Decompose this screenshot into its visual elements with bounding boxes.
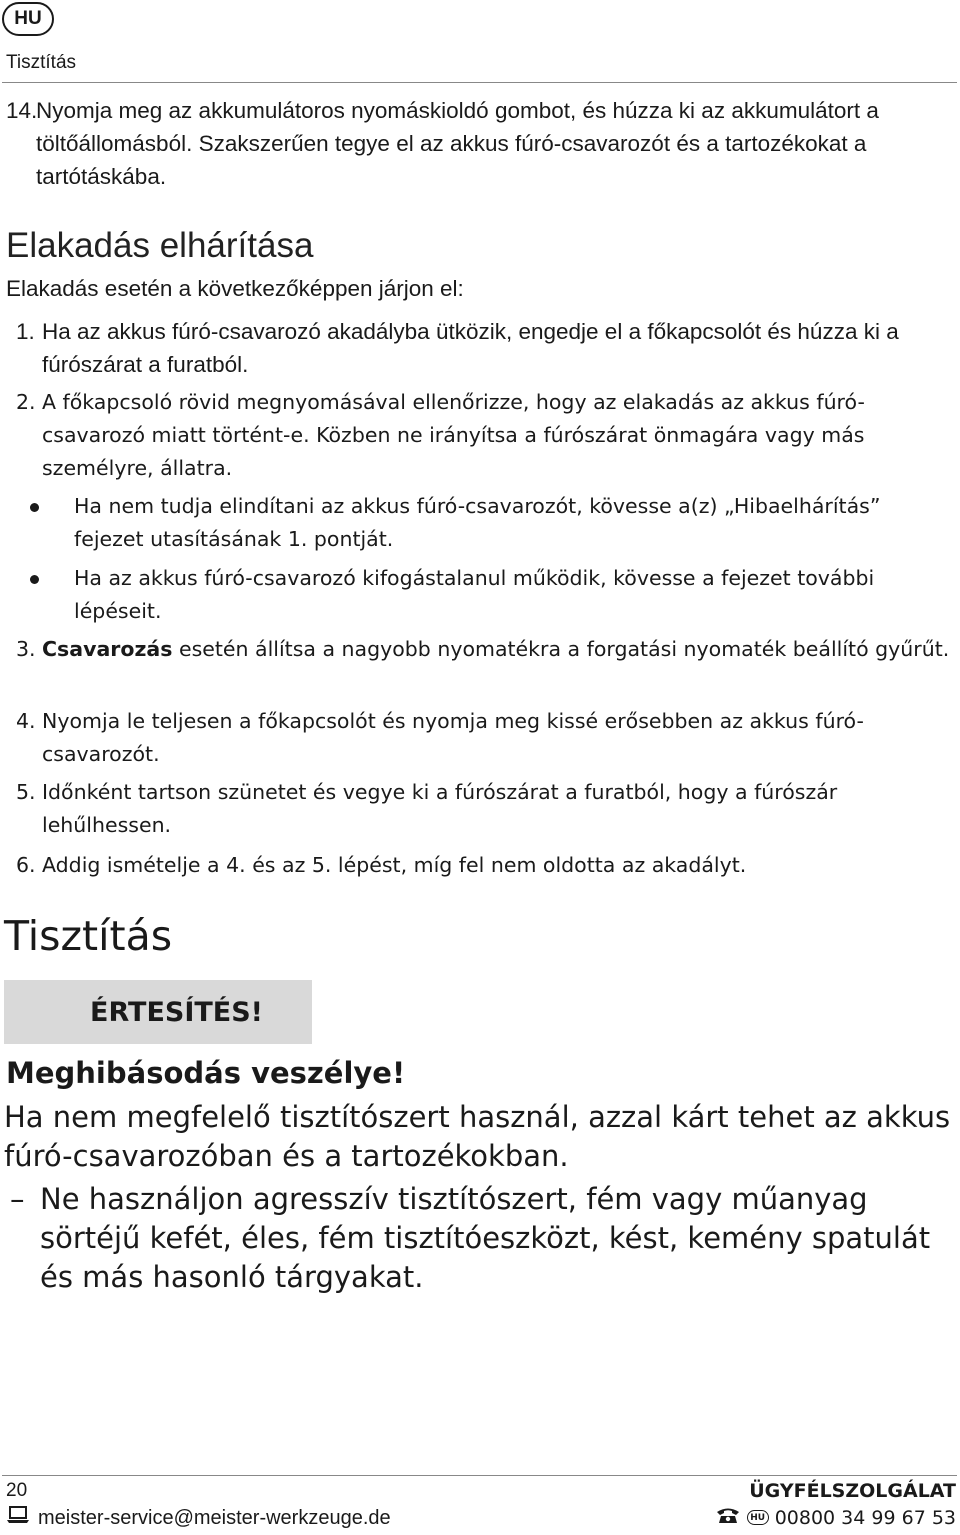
section-heading-cleaning: Tisztítás bbox=[4, 912, 173, 960]
bullet-icon bbox=[30, 575, 39, 584]
header-divider bbox=[2, 82, 957, 83]
step-number: 5. bbox=[16, 780, 36, 804]
jam-step-4 bbox=[16, 705, 956, 771]
running-title: Tisztítás bbox=[6, 52, 77, 73]
bullet-text: Ha az akkus fúró-csavarozó kifogástalanul működik, kövesse a fejezet további lépéseit. bbox=[74, 566, 875, 623]
jam-step-1 bbox=[16, 315, 956, 381]
dash-marker: – bbox=[10, 1182, 25, 1216]
step-number: 3. bbox=[16, 637, 36, 661]
notice-label: ÉRTESÍTÉS! bbox=[90, 996, 263, 1028]
language-badge: HU bbox=[2, 2, 54, 36]
step-number: 1. bbox=[16, 319, 35, 344]
dash-list-item bbox=[4, 1180, 959, 1297]
notice-box bbox=[4, 980, 312, 1044]
step-text: Ha az akkus fúró-csavarozó akadályba ütközik, engedje el a főkapcsolót és húzza ki a fúrószárat a furatból. bbox=[42, 319, 899, 377]
step-text: Nyomja meg az akkumulátoros nyomáskioldó gombot, és húzza ki az akkumulátort a töltőállomásból. Szakszerűen tegye el az akkus fúró-csavarozót és a tartozékokat a tartótáskába. bbox=[36, 98, 879, 189]
step-number: 6. bbox=[16, 853, 36, 877]
jam-step-3 bbox=[16, 633, 956, 666]
email-link[interactable]: meister-service@meister-werkzeuge.de bbox=[38, 1506, 391, 1529]
step-number: 4. bbox=[16, 709, 36, 733]
country-badge: HU bbox=[747, 1510, 769, 1525]
jam-intro: Elakadás esetén a következőképpen járjon el: bbox=[6, 276, 464, 301]
step-text: Nyomja le teljesen a főkapcsolót és nyomja meg kissé erősebben az akkus fúró-csavarozót. bbox=[42, 709, 864, 766]
footer-divider bbox=[2, 1475, 957, 1476]
step-text bbox=[42, 633, 956, 666]
jam-step-5 bbox=[16, 776, 956, 842]
bullet-item bbox=[30, 490, 956, 556]
dash-text: Ne használjon agresszív tisztítószert, fém vagy műanyag sörtéjű kefét, éles, fém tisztítóeszközt, kést, kemény spatulát és más hasonló tárgyakat. bbox=[40, 1182, 931, 1294]
step-number: 14. bbox=[6, 98, 38, 123]
page-number: 20 bbox=[6, 1480, 28, 1501]
step-text-rest: esetén állítsa a nagyobb nyomatékra a forgatási nyomaték beállító gyűrűt. bbox=[172, 637, 950, 661]
footer-email bbox=[6, 1506, 391, 1530]
service-label: ÜGYFÉLSZOLGÁLAT bbox=[749, 1480, 956, 1502]
jam-step-2 bbox=[16, 386, 956, 485]
laptop-icon bbox=[6, 1506, 30, 1530]
step-number: 2. bbox=[16, 390, 36, 414]
phone-number[interactable]: 00800 34 99 67 53 bbox=[774, 1506, 956, 1529]
step-text: A főkapcsoló rövid megnyomásával ellenőrizze, hogy az elakadás az akkus fúró-csavarozó miatt történt-e. Közben ne irányítsa a fúrószárat önmagára vagy más személyre, állatra. bbox=[42, 390, 865, 480]
phone-icon bbox=[715, 1506, 741, 1529]
step-14 bbox=[6, 94, 956, 193]
step-text: Addig ismételje a 4. és az 5. lépést, míg fel nem oldotta az akadályt. bbox=[42, 853, 747, 877]
footer-phone bbox=[715, 1506, 956, 1529]
warning-text: Ha nem megfelelő tisztítószert használ, azzal kárt tehet az akkus fúró-csavarozóban és a tartozékokban. bbox=[4, 1100, 951, 1173]
bullet-item bbox=[30, 562, 956, 628]
step-text: Időnként tartson szünetet és vegye ki a fúrószárat a furatból, hogy a fúrószár lehűlhessen. bbox=[42, 780, 838, 837]
danger-title: Meghibásodás veszélye! bbox=[6, 1056, 406, 1090]
section-heading-jam: Elakadás elhárítása bbox=[6, 226, 314, 265]
jam-step-6 bbox=[16, 849, 956, 882]
bullet-icon bbox=[30, 503, 39, 512]
step-emphasis: Csavarozás bbox=[42, 637, 173, 661]
bullet-text: Ha nem tudja elindítani az akkus fúró-csavarozót, kövesse a(z) „Hibaelhárítás” fejezet utasításának 1. pontját. bbox=[74, 494, 881, 551]
